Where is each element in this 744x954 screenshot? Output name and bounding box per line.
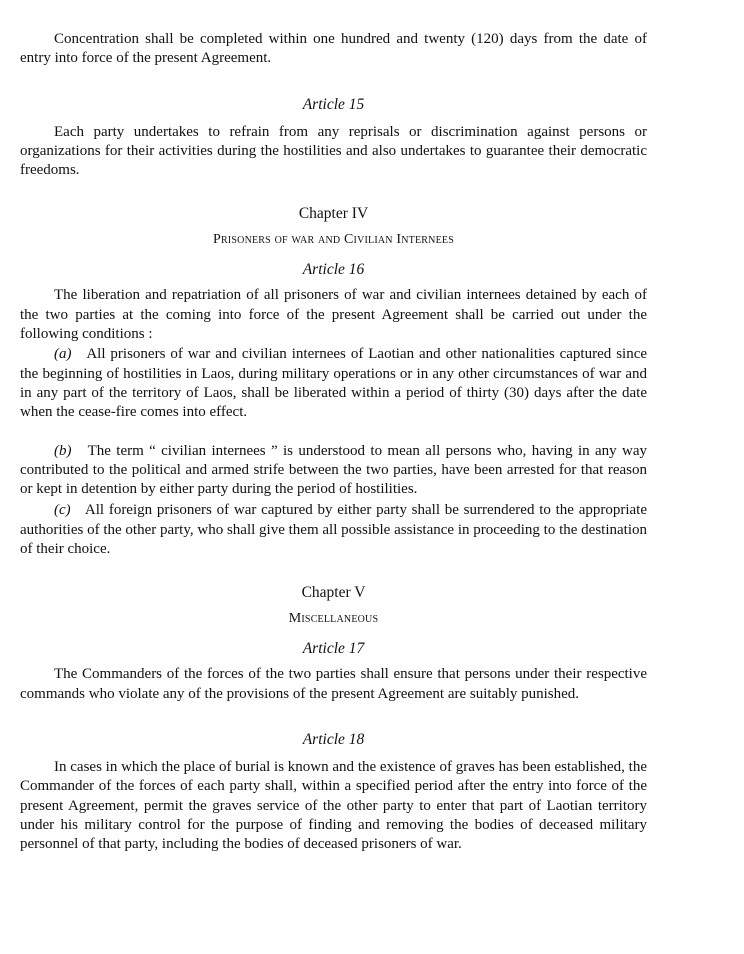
intro-paragraph: Concentration shall be completed within one hundred and twenty (120) days from the date of entry into force of the present Agreement. <box>20 31 647 67</box>
article-15-heading: Article 15 <box>302 95 365 113</box>
item-c-label: (c) <box>54 502 71 519</box>
item-a-text: All prisoners of war and civilian internees of Laotian and other nationalities captured since the beginning of hostilities in Laos, during military operations or in any other circumstances of war and in any part of the territory of Laos, shall be liberated within a period of thirty (30) days after the date when the cease-fire comes into effect. <box>20 346 648 421</box>
article-16-item-a <box>20 345 647 422</box>
item-a-label: (a) <box>54 346 72 363</box>
item-c-text: All foreign prisoners of war captured by either party shall be surrendered to the appropriate authorities of the other party, who shall give them all possible assistance in proceeding to the destination of their choice. <box>20 502 647 558</box>
item-b-text: The term “ civilian internees ” is understood to mean all persons who, having in any way contributed to the political and armed strife between the two parties, have been arrested for that reason or kept in detention by either party during the period of hostilities. <box>20 442 648 498</box>
chapter-4-subtitle: Prisoners of war and Civilian Internees <box>213 232 454 248</box>
article-15-text: Each party undertakes to refrain from any reprisals or discrimination against persons or organizations for their activities during the hostilities and also undertakes to guarantee their democratic freedoms. <box>20 123 647 179</box>
document-page <box>20 30 647 854</box>
article-16-item-c <box>20 501 647 559</box>
article-16-item-b <box>20 442 647 500</box>
chapter-5-heading: Chapter V <box>301 584 366 602</box>
article-18-heading: Article 18 <box>302 730 365 748</box>
article-18-text: In cases in which the place of burial is known and the existence of graves has been established, the Commander of the forces of each party shall, within a specified period after the entry into force of the present Agreement, permit the graves service of the other party to enter that part of Laotian territory under his military control for the purpose of finding and removing the bodies of deceased military personnel of that party, including the bodies of deceased prisoners of war. <box>20 758 647 853</box>
chapter-5-subtitle: Miscellaneous <box>288 611 379 627</box>
chapter-4-heading: Chapter IV <box>298 205 369 223</box>
article-17-text: The Commanders of the forces of the two parties shall ensure that persons under their respective commands who violate any of the provisions of the present Agreement are suitably punished. <box>20 666 647 702</box>
article-16-heading: Article 16 <box>302 261 365 279</box>
article-16-text: The liberation and repatriation of all prisoners of war and civilian internees detained by each of the two parties at the coming into force of the present Agreement shall be carried out under the following conditions : <box>20 287 647 343</box>
article-17-heading: Article 17 <box>302 640 365 658</box>
item-b-label: (b) <box>54 442 72 459</box>
